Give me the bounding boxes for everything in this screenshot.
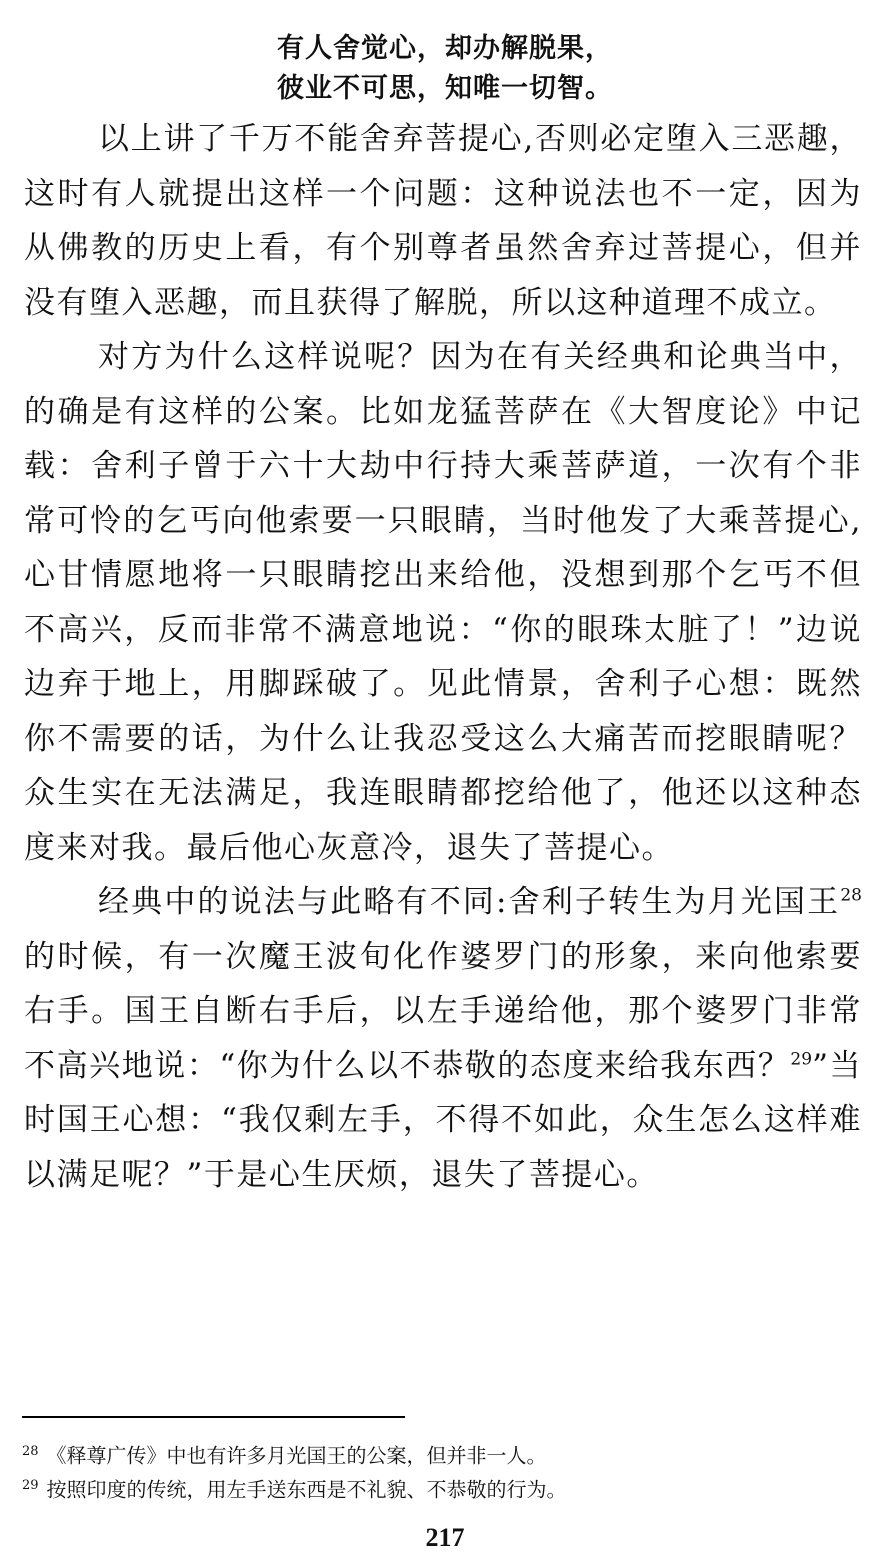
footnotes xyxy=(22,1437,862,1504)
page-number: 217 xyxy=(425,1523,465,1552)
footnote-29 xyxy=(22,1471,862,1505)
paragraph-3-part-a: 经典中的说法与此略有不同:舍利子转生为月光国王 xyxy=(98,884,841,920)
footnote-28 xyxy=(22,1437,862,1471)
body-text xyxy=(24,112,862,1202)
paragraph-1: 以上讲了千万不能舍弃菩提心,否则必定堕入三恶趣，这时有人就提出这样一个问题：这种说法也不一定，因为从佛教的历史上看，有个别尊者虽然舍弃过菩提心，但并没有堕入恶趣，而且获得了解脱，所以这种道理不成立。 xyxy=(24,121,862,321)
footnote-ref-28[interactable]: 28 xyxy=(840,885,862,906)
footnote-number: 28 xyxy=(22,1444,39,1459)
paragraph-3-part-b: 的时候，有一次魔王波旬化作婆罗门的形象，来向他索要右手。国王自断右手后，以左手递给他，那个婆罗门非常不高兴地说：“你为什么以不恭敬的态度来给我东西？ xyxy=(24,938,862,1084)
paragraph-3 xyxy=(24,875,862,1202)
verse-line-2: 彼业不可思，知唯一切智。 xyxy=(277,73,613,104)
paragraph-2: 对方为什么这样说呢？因为在有关经典和论典当中，的确是有这样的公案。比如龙猛菩萨在《大智度论》中记载：舍利子曾于六十大劫中行持大乘菩萨道，一次有个非常可怜的乞丐向他索要一只眼睛，当时他发了大乘菩提心,心甘情愿地将一只眼睛挖出来给他，没想到那个乞丐不但不高兴，反而非常不满意地说：“你的眼珠太脏了！”边说边弃于地上，用脚踩破了。见此情景，舍利子心想：既然你不需要的话，为什么让我忍受这么大痛苦而挖眼睛呢？众生实在无法满足，我连眼睛都挖给他了，他还以这种态度来对我。最后他心灰意冷，退失了菩提心。 xyxy=(24,339,862,866)
footnote-text: 《释尊广传》中也有许多月光国王的公案，但并非一人。 xyxy=(46,1443,547,1468)
footnote-number: 29 xyxy=(22,1477,39,1493)
footnote-text: 按照印度的传统，用左手送东西是不礼貌、不恭敬的行为。 xyxy=(46,1477,567,1502)
footnote-divider xyxy=(22,1416,405,1418)
verse-line-1: 有人舍觉心，却办解脱果， xyxy=(277,33,613,64)
footnote-ref-29[interactable]: 29 xyxy=(790,1049,813,1070)
paragraph-3-part-c: ”当时国王心想：“我仅剩左手，不得不如此，众生怎么这样难以满足呢？”于是心生厌烦，退失了菩提心。 xyxy=(24,1047,862,1193)
